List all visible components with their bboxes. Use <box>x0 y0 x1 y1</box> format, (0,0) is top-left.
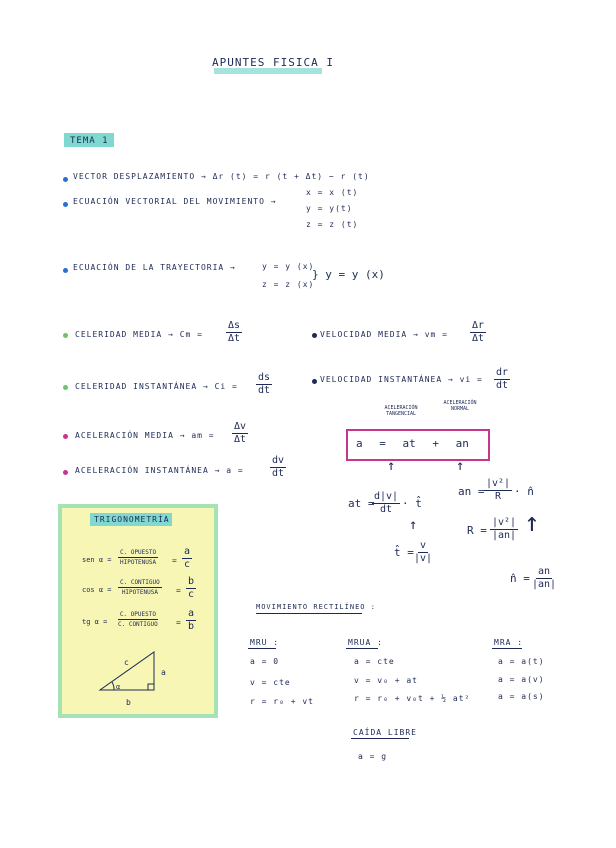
right-triangle <box>96 648 166 696</box>
mra-line: a = a(s) <box>498 692 545 701</box>
an-lhs: an = <box>458 485 485 498</box>
bullet-dot <box>63 268 68 273</box>
angle-label: α <box>116 683 122 691</box>
arrow-up-icon: ↑ <box>456 458 465 474</box>
velocidad-media-line: VELOCIDAD MEDIA → vm = <box>320 330 448 339</box>
bullet-dot <box>312 333 317 338</box>
acel-inst-line: ACELERACIÓN INSTANTÁNEA → a = <box>75 466 244 475</box>
bullet-dot <box>63 333 68 338</box>
mru-line: a = 0 <box>250 657 280 666</box>
mov-title-underline <box>256 613 362 614</box>
ev-y: y = y(t) <box>306 204 353 213</box>
bullet-dot <box>63 202 68 207</box>
t-lhs: t̂ = <box>394 546 414 559</box>
cos-eq: = <box>176 586 182 595</box>
page-title: APUNTES FISICA I <box>212 56 334 69</box>
r-frac: $\frac{\text{|v²|}}{|an|}$ <box>492 517 517 541</box>
ecuacion-vectorial-line: ECUACIÓN VECTORIAL DEL MOVIMIENTO → <box>73 197 277 206</box>
acel-inst-frac: $\frac{dv}{dt}$ <box>272 455 285 479</box>
mrua-line: v = v₀ + at <box>354 676 418 685</box>
mrua-title: MRUA : <box>348 638 383 647</box>
velocidad-media-frac: $\frac{\Delta r}{\Delta t}$ <box>472 320 485 344</box>
tr-y: y = y (x) <box>262 262 315 271</box>
t-frac: $\frac{v}{|v|}$ <box>414 540 433 564</box>
ev-x: x = x (t) <box>306 188 359 197</box>
tg-eq: = <box>176 618 182 627</box>
n-lhs: n̂ = <box>510 572 530 585</box>
arrow-up-icon: ↑ <box>524 508 540 538</box>
mru-title: MRU : <box>250 638 280 647</box>
acel-media-line: ACELERACIÓN MEDIA → am = <box>75 431 215 440</box>
sen-lhs: sen α = <box>82 556 112 564</box>
at-frac: $\frac{d|v|}{dt}$ <box>374 491 399 515</box>
label-tangencial: ACELERACIÓN TANGENCIAL <box>384 405 418 417</box>
celeridad-media-line: CELERIDAD MEDIA → Cm = <box>75 330 203 339</box>
side-a-label: a <box>161 668 167 677</box>
tg-result: $\frac{a}{b}$ <box>188 608 195 632</box>
at-lhs: at = <box>348 497 375 510</box>
mru-line: v = cte <box>250 678 291 687</box>
mra-title: MRA : <box>494 638 524 647</box>
label-normal: ACELERACIÓN NORMAL <box>443 400 477 412</box>
bullet-dot <box>63 470 68 475</box>
mra-underline <box>492 648 522 649</box>
n-frac: $\frac{an}{|an|}$ <box>532 566 557 590</box>
mrua-line: a = cte <box>354 657 395 666</box>
cos-frac: C. CONTIGUO HIPOTENUSA <box>120 579 160 596</box>
mra-line: a = a(v) <box>498 675 545 684</box>
celeridad-inst-frac: $\frac{ds}{dt}$ <box>258 372 271 396</box>
tg-frac: C. OPUESTO C. CONTIGUO <box>118 611 158 628</box>
cos-lhs: cos α = <box>82 586 112 594</box>
celeridad-media-frac: $\frac{\Delta s}{\Delta t}$ <box>228 320 241 344</box>
sen-result: $\frac{a}{c}$ <box>184 546 191 570</box>
sen-eq: = <box>172 556 178 565</box>
tr-z: z = z (x) <box>262 280 315 289</box>
celeridad-inst-line: CELERIDAD INSTANTÁNEA → Ci = <box>75 382 238 391</box>
side-b-label: b <box>126 698 132 707</box>
at-rhs: · t̂ <box>402 497 422 510</box>
mov-title: MOVIMIENTO RECTILÍNEO : <box>256 603 376 611</box>
bullet-dot <box>63 385 68 390</box>
acel-media-frac: $\frac{\Delta v}{\Delta t}$ <box>234 421 247 445</box>
caida-line: a = g <box>358 752 388 761</box>
mra-line: a = a(t) <box>498 657 545 666</box>
arrow-up-icon: ↑ <box>409 517 418 533</box>
caida-title: CAÍDA LIBRE <box>353 728 417 737</box>
trayectoria-line: ECUACIÓN DE LA TRAYECTORIA → <box>73 263 236 272</box>
tr-result: } y = y (x) <box>312 268 385 281</box>
bullet-dot <box>63 434 68 439</box>
caida-underline <box>351 738 409 739</box>
an-rhs: · n̂ <box>514 485 534 498</box>
mru-underline <box>248 648 276 649</box>
velocidad-inst-frac: $\frac{dr}{dt}$ <box>496 367 509 391</box>
acceleration-equation: a = at + an <box>356 437 469 450</box>
trig-title: TRIGONOMETRÍA <box>94 515 170 524</box>
an-frac: $\frac{\text{|v²|}}{R}$ <box>486 478 511 502</box>
tg-lhs: tg α = <box>82 618 108 626</box>
velocidad-inst-line: VELOCIDAD INSTANTÁNEA → vi = <box>320 375 483 384</box>
side-c-label: c <box>124 658 130 667</box>
mru-line: r = r₀ + vt <box>250 697 314 706</box>
sen-frac: C. OPUESTO HIPOTENUSA <box>120 549 157 566</box>
mrua-line: r = r₀ + v₀t + ½ at² <box>354 694 471 703</box>
bullet-dot <box>312 379 317 384</box>
bullet-dot <box>63 177 68 182</box>
r-lhs: R = <box>467 524 487 537</box>
cos-result: $\frac{b}{c}$ <box>188 576 195 600</box>
tema-label: TEMA 1 <box>70 136 109 146</box>
desplazamiento-line: VECTOR DESPLAZAMIENTO → Δr (t) = r (t + Δt) − r (t) <box>73 172 370 181</box>
ev-z: z = z (t) <box>306 220 359 229</box>
mrua-underline <box>346 648 378 649</box>
arrow-up-icon: ↑ <box>387 458 396 474</box>
